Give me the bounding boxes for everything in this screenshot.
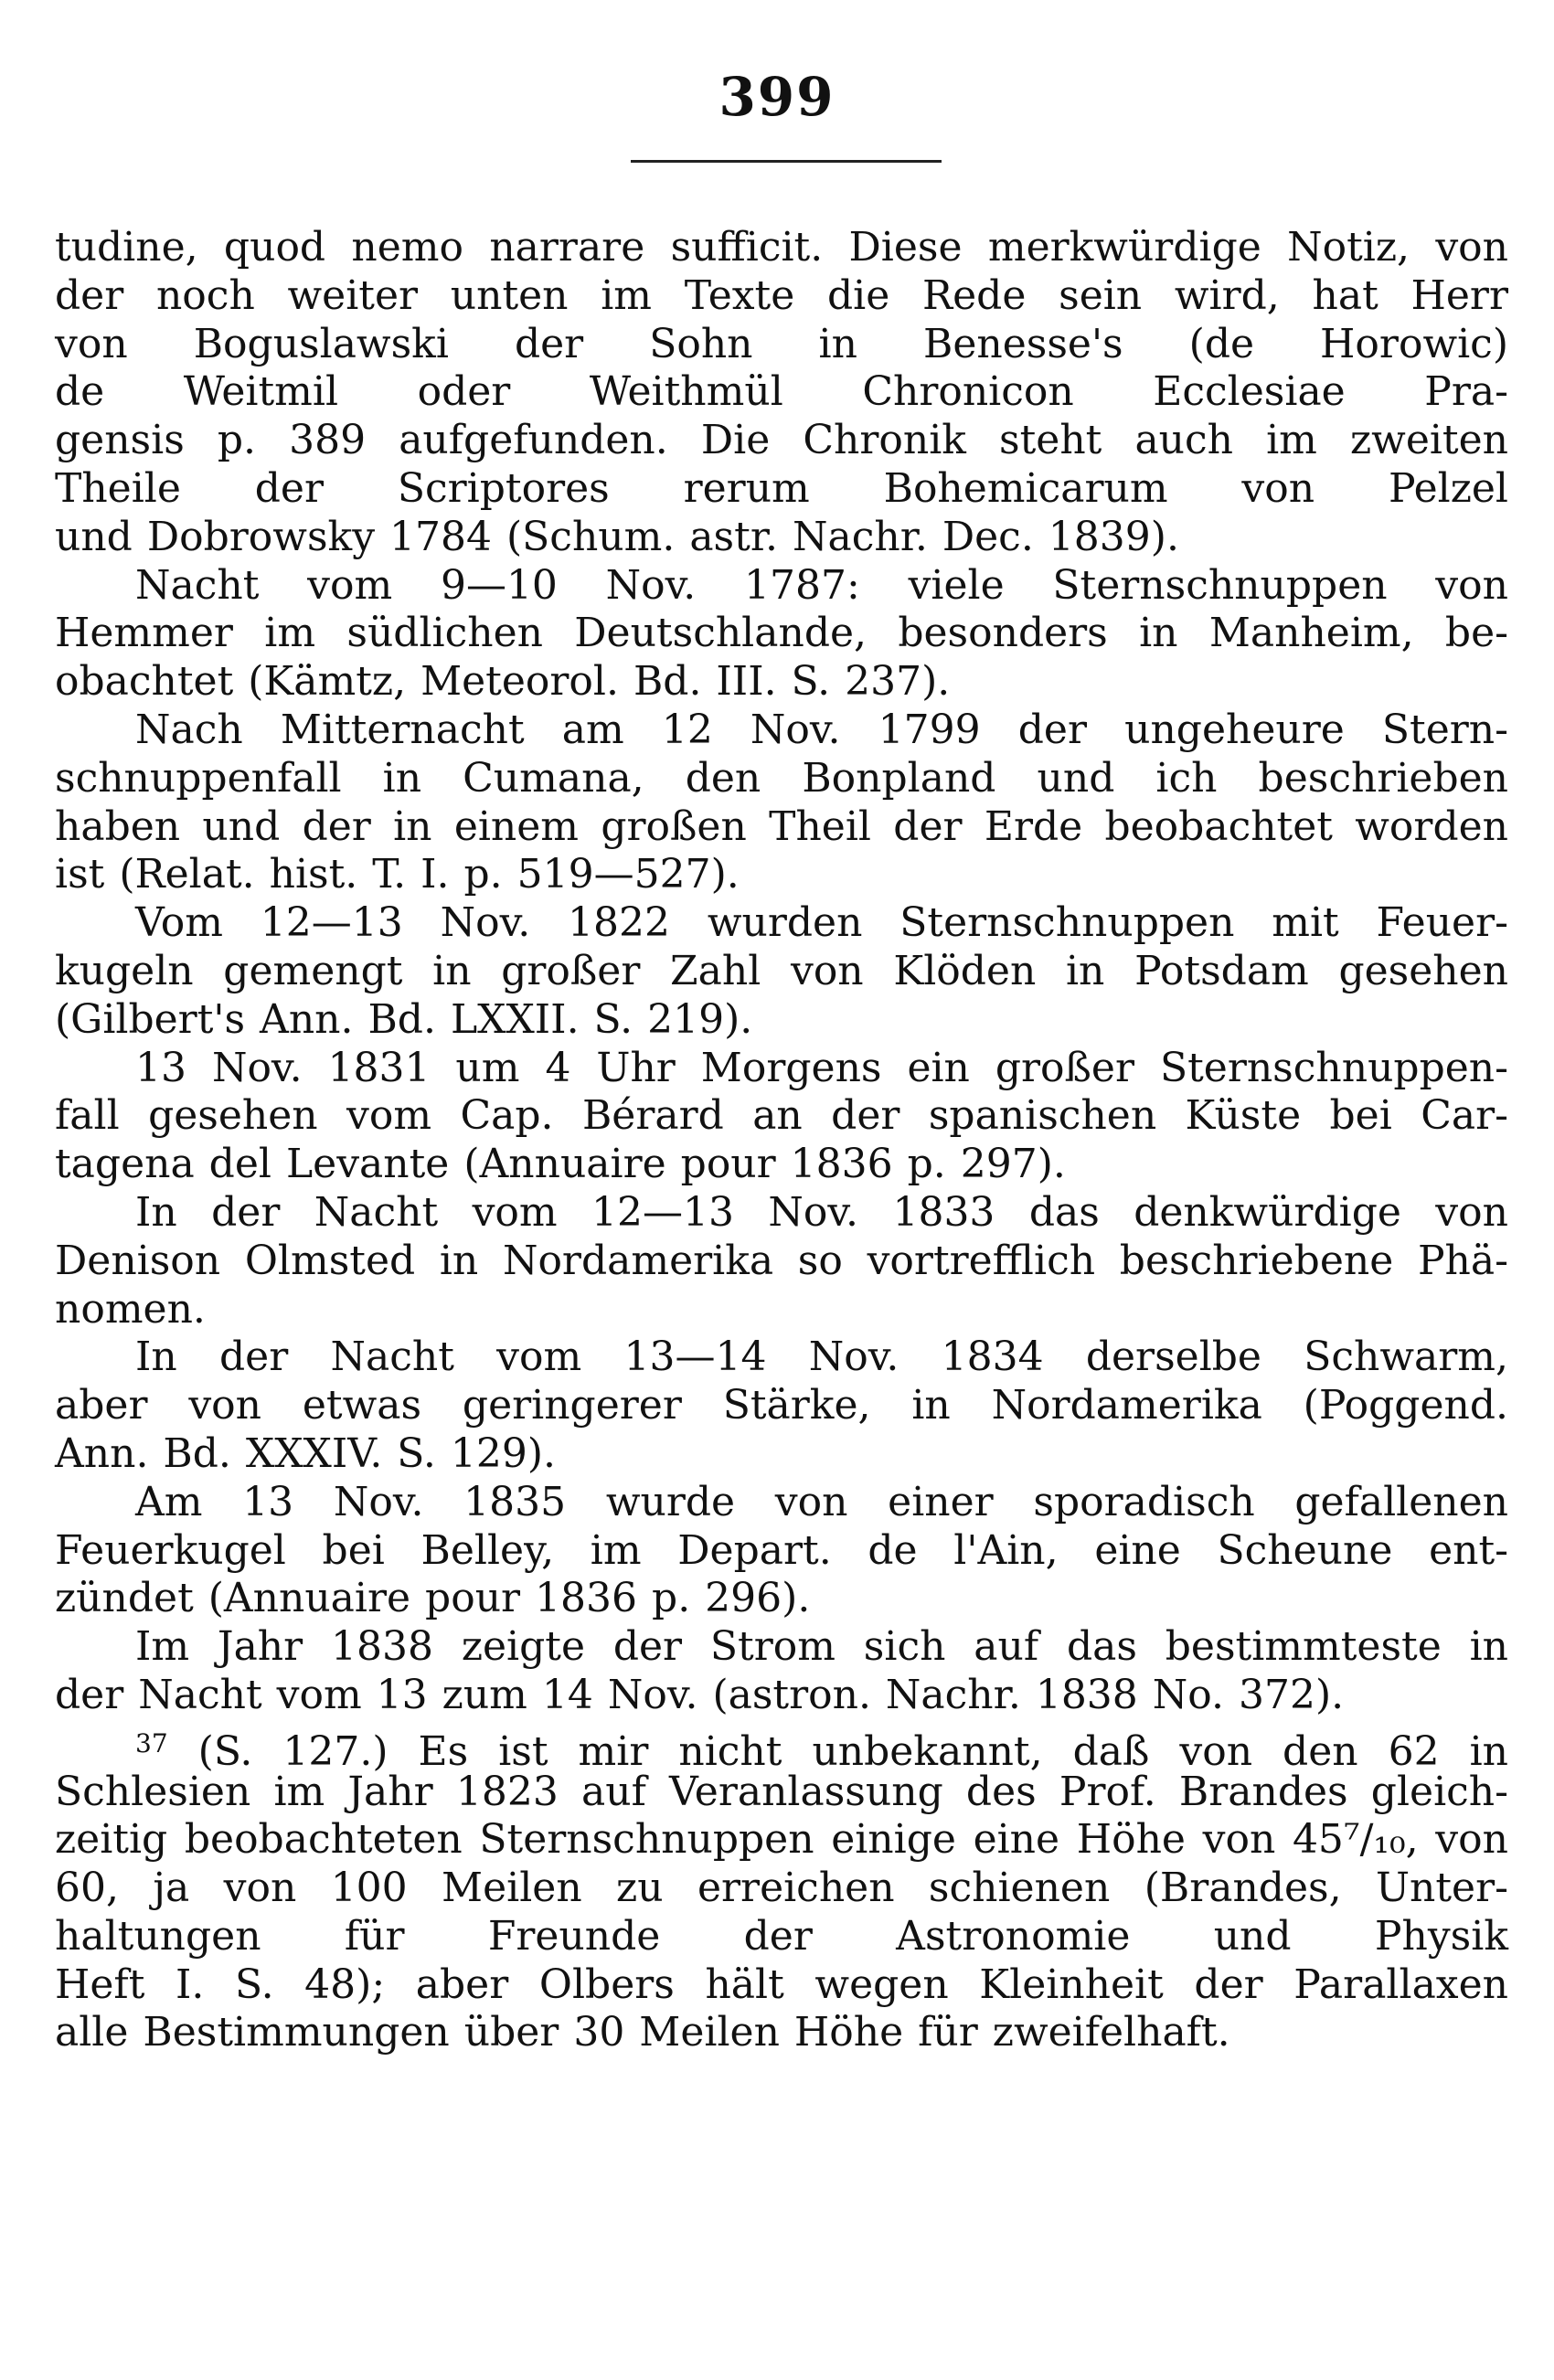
text-line: schnuppenfall in Cumana, den Bonpland und ich beschrieben (55, 754, 1508, 802)
text-line: haben und der in einem großen Theil der Erde beobachtet worden (55, 802, 1508, 850)
text-line: alle Bestimmungen über 30 Meilen Höhe für zweifelhaft. (55, 2009, 1230, 2056)
text-line: gensis p. 389 aufgefunden. Die Chronik steht auch im zweiten (55, 417, 1508, 464)
text-line: Nach Mitternacht am 12 Nov. 1799 der ungeheure Stern- (135, 706, 1508, 753)
text-line: aber von etwas geringerer Stärke, in Nordamerika (Poggend. (55, 1382, 1508, 1429)
page-number: 399 (718, 66, 836, 128)
text-line: der Nacht vom 13 zum 14 Nov. (astron. Nachr. 1838 No. 372). (55, 1671, 1345, 1718)
text-line: von Boguslawski der Sohn in Benesse's (de Horowic) (55, 320, 1508, 367)
text-line: nomen. (55, 1285, 206, 1333)
text-line: Schlesien im Jahr 1823 auf Veranlassung des Prof. Brandes gleich- (55, 1768, 1508, 1815)
text-line: ist (Relat. hist. T. I. p. 519—527). (55, 851, 740, 898)
text-line: Denison Olmsted in Nordamerika so vortrefflich beschriebene Phä- (55, 1237, 1508, 1284)
text-line: Theile der Scriptores rerum Bohemicarum von Pelzel (55, 464, 1508, 512)
text-line: kugeln gemengt in großer Zahl von Klöden in Potsdam gesehen (55, 947, 1508, 994)
text-line: (Gilbert's Ann. Bd. LXXII. S. 219). (55, 995, 753, 1043)
text-line: Feuerkugel bei Belley, im Depart. de l'Ain, eine Scheune ent- (55, 1526, 1508, 1574)
text-line: der noch weiter unten im Texte die Rede sein wird, hat Herr (55, 271, 1508, 319)
text-line: 13 Nov. 1831 um 4 Uhr Morgens ein großer Sternschnuppen- (135, 1044, 1508, 1091)
text-line: Im Jahr 1838 zeigte der Strom sich auf das bestimmteste in (135, 1623, 1508, 1671)
text-line: haltungen für Freunde der Astronomie und Physik (55, 1912, 1508, 1960)
text-line: Heft I. S. 48); aber Olbers hält wegen Kleinheit der Parallaxen (55, 1960, 1508, 2008)
text-line: 60, ja von 100 Meilen zu erreichen schienen (Brandes, Unter- (55, 1865, 1508, 1912)
body-text (55, 224, 1508, 2057)
text-line: fall gesehen vom Cap. Bérard an der spanischen Küste bei Car- (55, 1092, 1508, 1140)
text-line: tagena del Levante (Annuaire pour 1836 p. 297). (55, 1141, 1066, 1188)
footnote-marker: 37 (135, 1727, 168, 1758)
text-line: Am 13 Nov. 1835 wurde von einer sporadisch gefallenen (135, 1478, 1508, 1525)
text-line: In der Nacht vom 12—13 Nov. 1833 das denkwürdige von (135, 1188, 1508, 1236)
text-line: Ann. Bd. XXXIV. S. 129). (55, 1429, 556, 1477)
text-line: de Weitmil oder Weithmül Chronicon Ecclesiae Pra- (55, 368, 1508, 416)
text-line: Hemmer im südlichen Deutschlande, besonders in Manheim, be- (55, 610, 1508, 657)
text-line: zeitig beobachteten Sternschnuppen einige eine Höhe von 45⁷/₁₀, von (55, 1816, 1508, 1864)
text-line: zündet (Annuaire pour 1836 p. 296). (55, 1575, 811, 1622)
text-line: und Dobrowsky 1784 (Schum. astr. Nachr. Dec. 1839). (55, 513, 1179, 560)
text-line: tudine, quod nemo narrare sufficit. Diese merkwürdige Notiz, von (55, 224, 1508, 271)
text-line: Vom 12—13 Nov. 1822 wurden Sternschnuppen mit Feuer- (135, 899, 1508, 947)
footnote-text: (S. 127.) Es ist mir nicht unbekannt, daß von den 62 in (197, 1727, 1508, 1775)
text-line: obachtet (Kämtz, Meteorol. Bd. III. S. 237). (55, 658, 951, 706)
footnote-line (55, 1720, 1508, 1775)
text-line: Nacht vom 9—10 Nov. 1787: viele Sternschnuppen von (135, 561, 1508, 609)
header-rule (631, 160, 942, 163)
text-line: In der Nacht vom 13—14 Nov. 1834 derselbe Schwarm, (135, 1333, 1508, 1381)
